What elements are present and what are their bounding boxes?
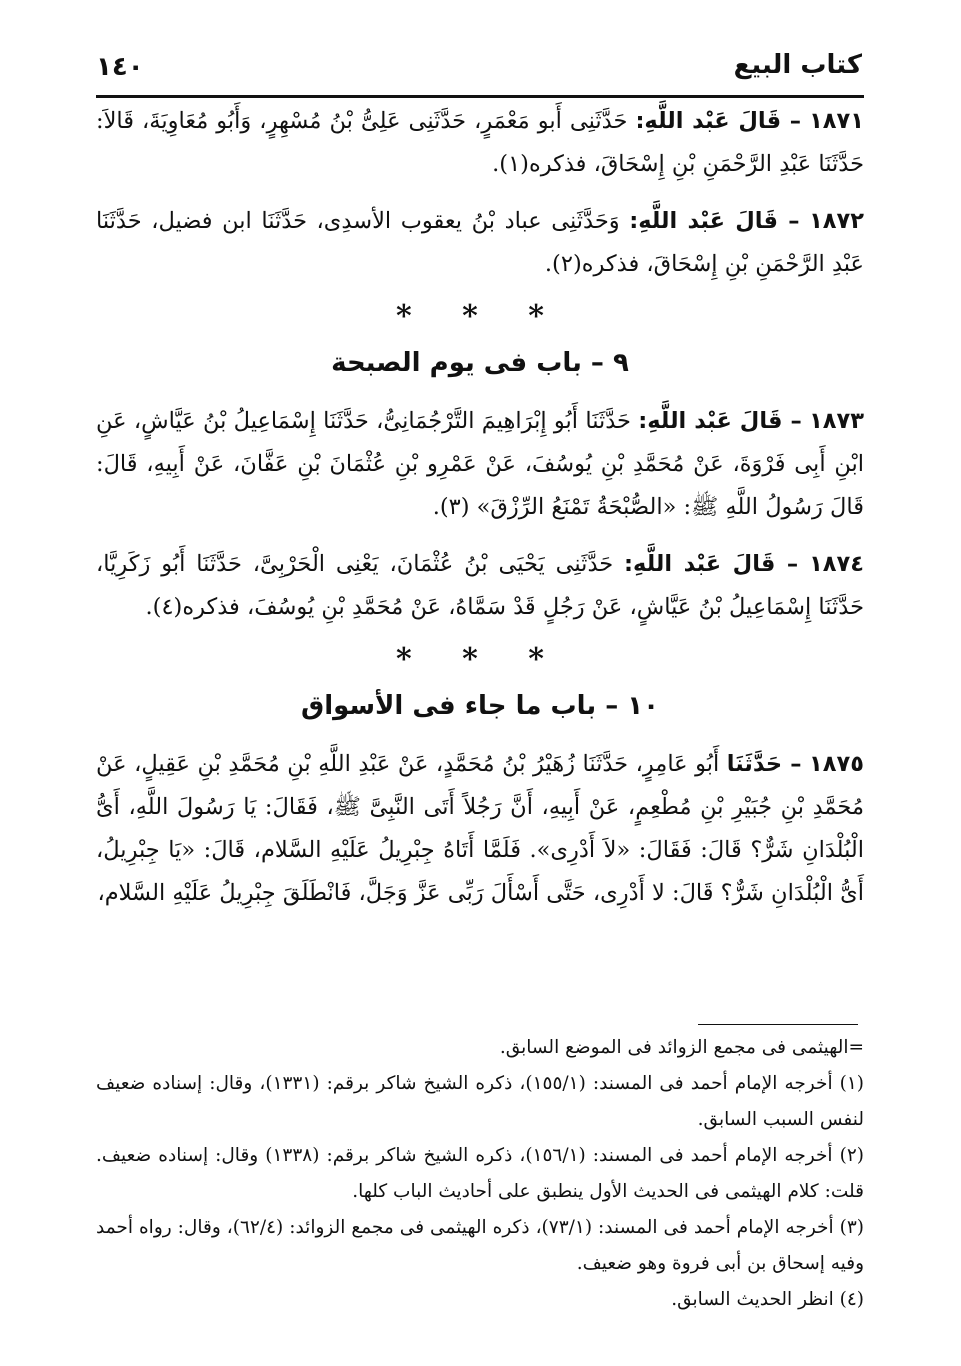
hadith-text: وَحَدَّثَنِى عباد بْنُ يعقوب الأسدِى، حَدَّثَنَا ابن فضيل، حَدَّثَنَا عَبْدِ الرَّحْمَنِ بْنِ إِسْحَاقَ، فذكره(٢). <box>96 208 864 277</box>
hadith-text: حَدَّثَنِى يَحْيَى بْنُ عُثْمَانَ، يَعْنِى الْحَرْبِىَّ، حَدَّثَنَا أَبُو زَكَرِيَّا، حَدَّثَنَا إِسْمَاعِيلُ بْنُ عَيَّاشٍ، عَنْ رَجُلٍ قَدْ سَمَّاهُ، عَنْ مُحَمَّدِ بْنِ يُوسُفَ، فذكره(٤). <box>96 551 864 620</box>
hadith-lead: – قَالَ عَبْد اللَّهِ: <box>635 108 802 134</box>
header-rule <box>96 95 864 98</box>
hadith-number: ١٨٧١ <box>809 108 865 134</box>
hadith-1873 <box>96 400 864 529</box>
page-number: ١٤٠ <box>96 52 144 82</box>
hadith-lead: – حَدَّثَنَا <box>726 751 802 777</box>
hadith-lead: – قَالَ عَبْد اللَّهِ: <box>638 408 802 434</box>
hadith-number: ١٨٧٢ <box>809 208 864 234</box>
hadith-text: حَدَّثَنِى أَبو مَعْمَرٍ، حَدَّثَنِى عَلِىُّ بْنُ مُسْهِرٍ، وَأَبُو مُعَاوِيَةَ، قَالاَ: حَدَّثَنَا عَبْدِ الرَّحْمَنِ بْنِ إِسْحَاقَ، فذكره(١). <box>96 108 864 177</box>
chapter-title: ٩ – باب فى يوم الصبحة <box>331 348 629 378</box>
main-text <box>96 100 864 929</box>
footnote: (٣) أخرجه الإمام أحمد فى المسند: (٧٣/١)، ذكره الهيثمى فى مجمع الزوائد: (٦٢/٤)، وقال: رواه أحمد وفيه إسحاق بن أبى فروة وهو ضعيف. <box>96 1217 865 1274</box>
footnote: (١) أخرجه الإمام أحمد فى المسند: (١٥٥/١)، ذكره الشيخ شاكر برقم: (١٣٣١)، وقال: إسناده ضعيف لنفس السبب السابق. <box>96 1073 864 1130</box>
page-header <box>96 48 862 88</box>
section-separator: * * * <box>396 642 564 677</box>
chapter-title: ١٠ – باب ما جاء فى الأسواق <box>301 691 659 721</box>
footnote-rule <box>698 1024 858 1025</box>
hadith-1875 <box>96 743 864 915</box>
hadith-lead: – قَالَ عَبْد اللَّهِ: <box>629 208 800 234</box>
hadith-text: أَبُو عَامِرٍ، حَدَّثَنَا زُهَيْرُ بْنُ مُحَمَّدٍ، عَنْ عَبْدِ اللَّهِ بْنِ مُحَمَّدِ بْنِ عَقِيلٍ، عَنْ مُحَمَّدِ بْنِ جُبَيْرِ بْنِ مُطْعِمٍ، عَنْ أَبِيهِ، أَنَّ رَجُلاً أَتَى النَّبِىَّ ﷺ، فَقَالَ: يَا رَسُولَ اللَّهِ، أَىُّ الْبُلْدَانِ شَرٌّ؟ قَالَ: فَقَالَ: «لاَ أَدْرِى». فَلَمَّا أَتَاهُ جِبْرِيلُ عَلَيْهِ السَّلام، قَالَ: «يَا جِبْرِيلُ، أَىُّ الْبُلْدَانِ شَرٌّ؟ قَالَ: لا أَدْرِى، حَتَّى أَسْأَلَ رَبِّى عَزَّ وَجَلَّ، فَانْطَلَقَ جِبْرِيلُ عَلَيْهِ السَّلام، <box>96 751 864 906</box>
hadith-1871 <box>96 100 864 186</box>
hadith-1872 <box>96 200 864 286</box>
book-title: كتاب البيع <box>733 50 862 80</box>
hadith-lead: – قَالَ عَبْد اللَّهِ: <box>624 551 799 577</box>
hadith-1874 <box>96 543 864 629</box>
hadith-number: ١٨٧٤ <box>809 551 864 577</box>
hadith-number: ١٨٧٥ <box>809 751 864 777</box>
footnotes <box>96 1030 864 1318</box>
hadith-text: حَدَّثَنَا أَبُو إِبْرَاهِيمَ التَّرْجُمَانِىُّ، حَدَّثَنَا إِسْمَاعِيلُ بْنُ عَيَّاشٍ، عَنِ ابْنِ أَبِى فَرْوَةَ، عَنْ مُحَمَّدِ بْنِ يُوسُفَ، عَنْ عَمْرِو بْنِ عُثْمَانَ بْنِ عَفَّانَ، عَنْ أَبِيهِ، قَالَ: قَالَ رَسُولُ اللَّهِ ﷺ: «الصُّبْحَةُ تَمْنَعُ الرِّزْقَ» (٣). <box>96 408 864 520</box>
footnote: (٢) أخرجه الإمام أحمد فى المسند: (١٥٦/١)، ذكره الشيخ شاكر برقم: (١٣٣٨) وقال: إسناده ضعيف. قلت: كلام الهيثمى فى الحديث الأول ينطبق على أحاديث الباب كلها. <box>96 1145 864 1202</box>
footnote: =الهيثمى فى مجمع الزوائد فى الموضع السابق. <box>499 1037 864 1058</box>
footnote: (٤) انظر الحديث السابق. <box>671 1289 864 1310</box>
hadith-number: ١٨٧٣ <box>809 408 864 434</box>
section-separator: * * * <box>396 299 564 334</box>
